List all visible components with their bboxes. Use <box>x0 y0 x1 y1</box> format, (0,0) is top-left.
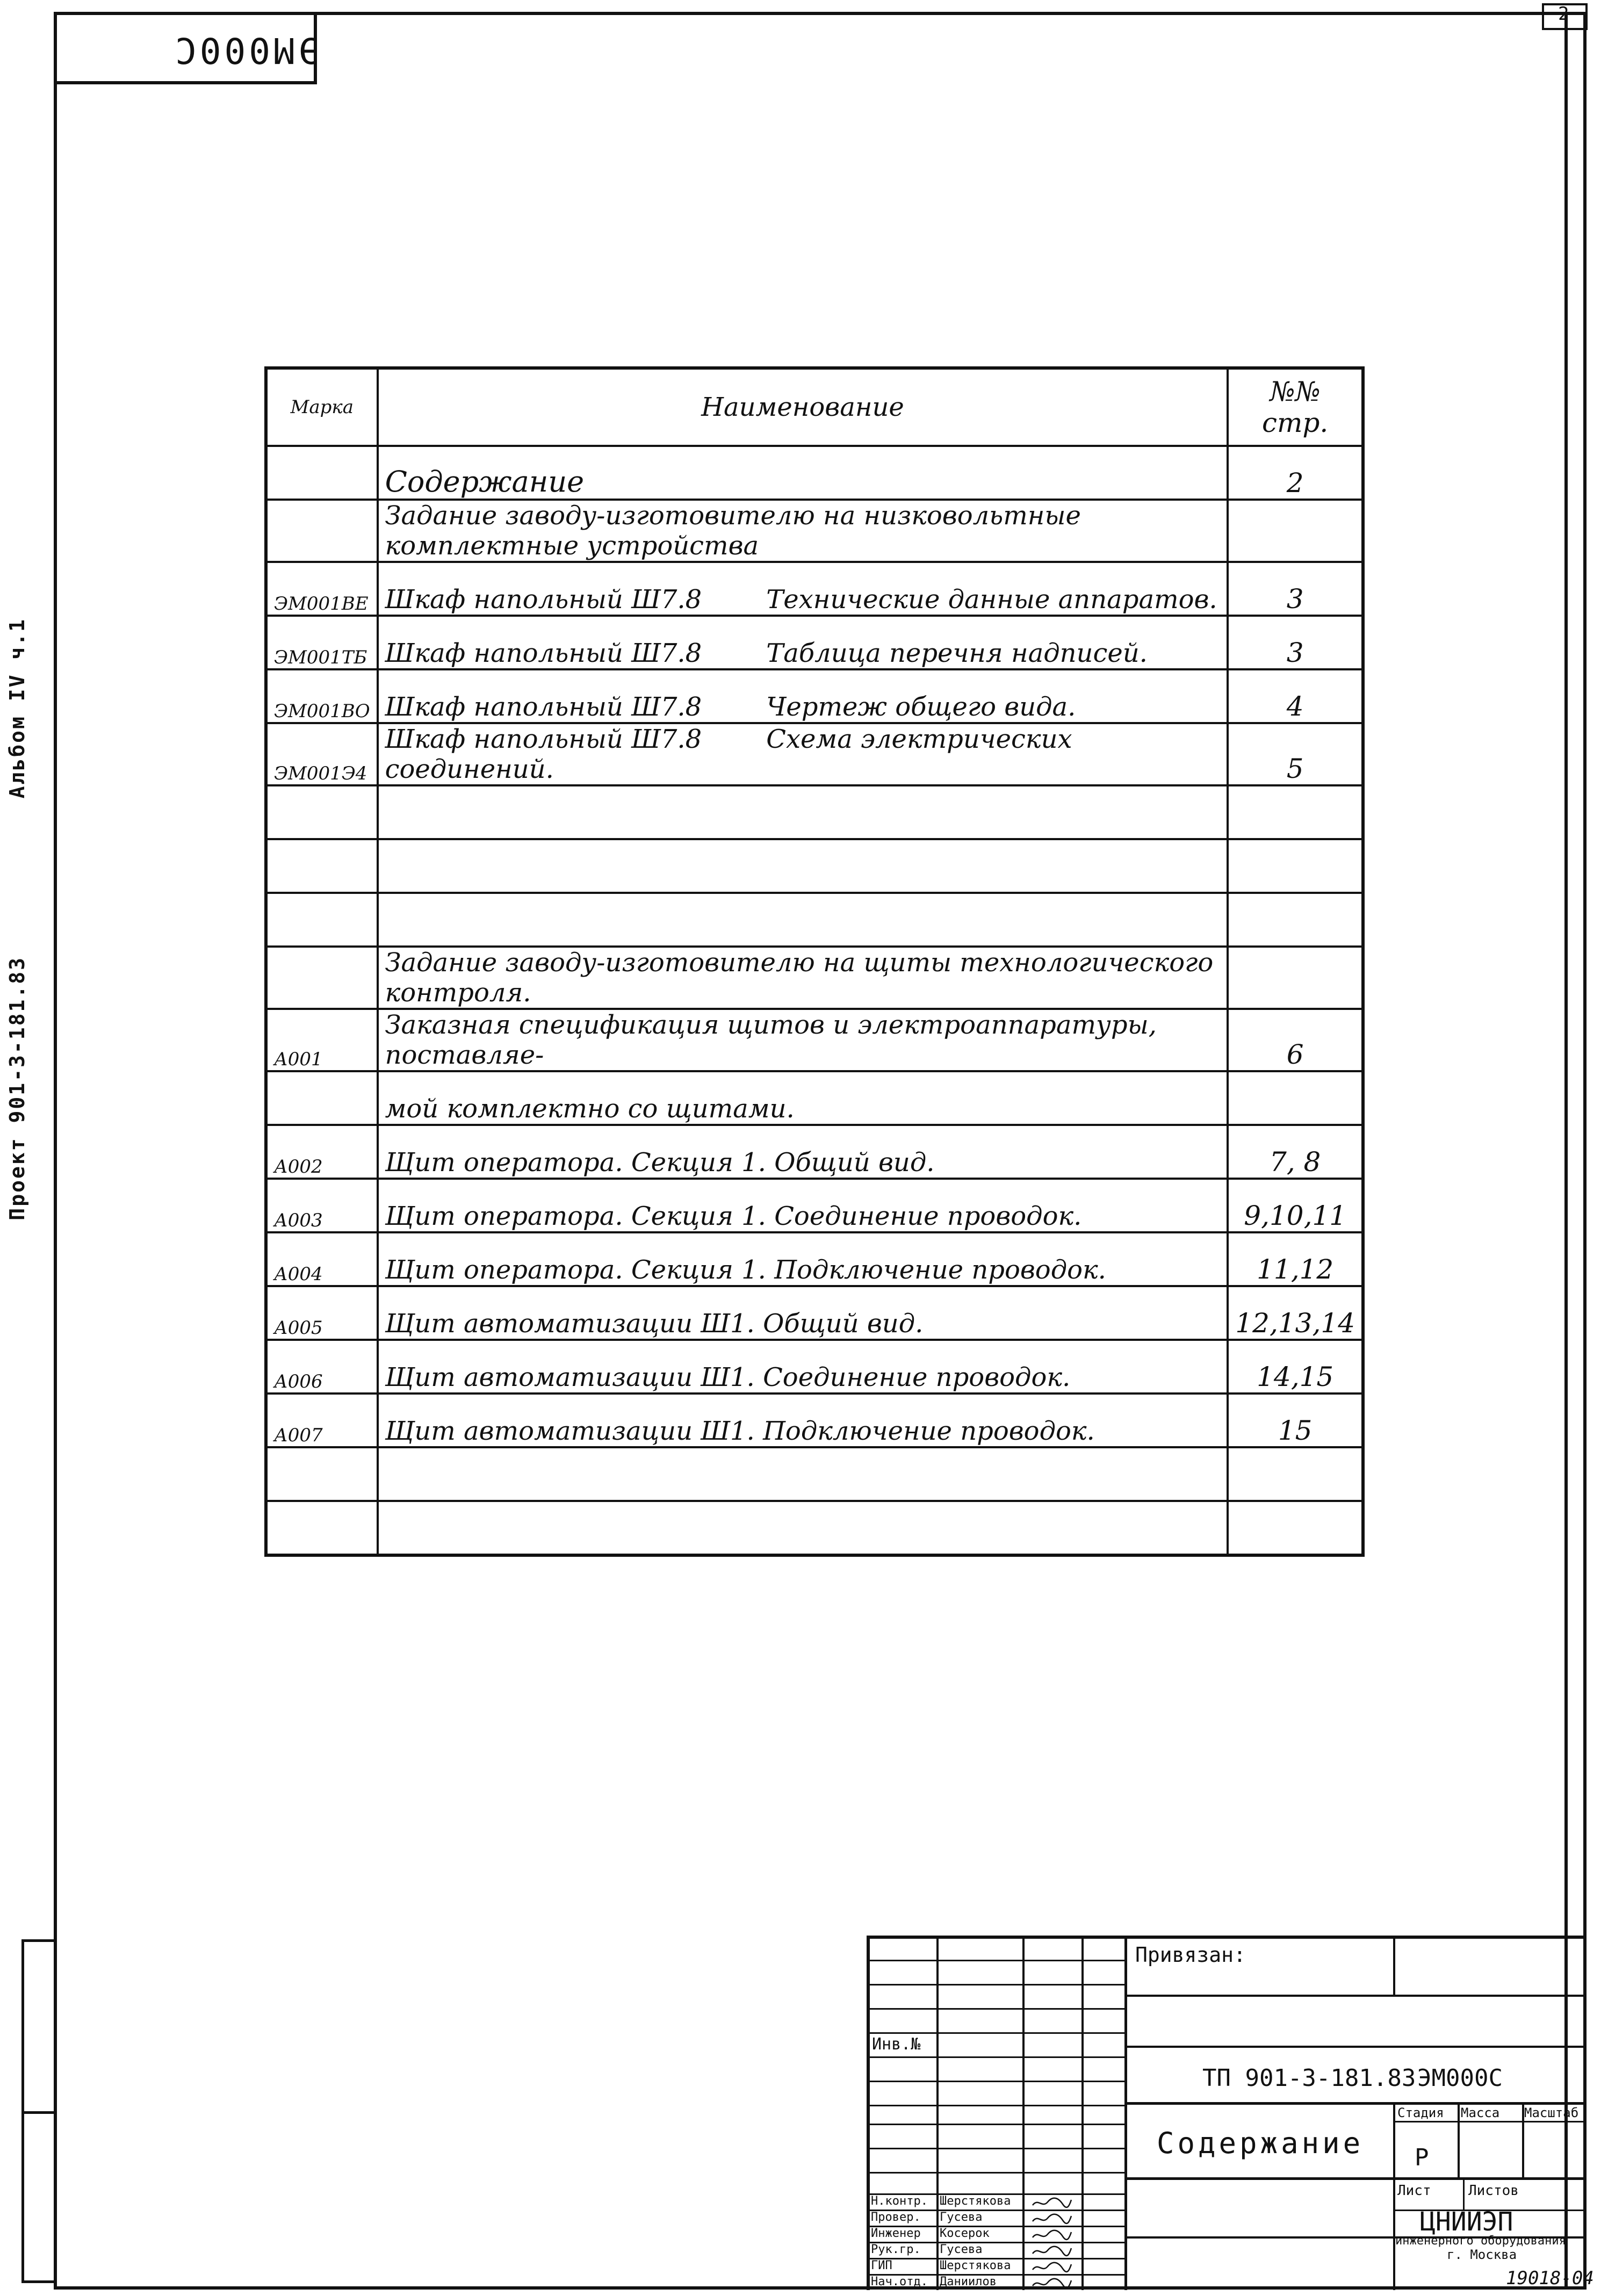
title-block-line <box>867 2148 1124 2149</box>
title-block-line <box>1458 2102 1460 2177</box>
row-name <box>378 1501 1228 1555</box>
row-mark <box>266 839 378 893</box>
tb-org-name: ЦНИИЭП <box>1420 2207 1513 2237</box>
row-name-text: Заказная спецификация щитов и электроаппаратуры, поставляе- <box>385 1010 1157 1070</box>
row-mark: А007 <box>266 1394 378 1447</box>
table-row <box>266 1286 1363 1340</box>
title-block-line <box>1463 2177 1465 2210</box>
title-block-line <box>1393 2121 1587 2122</box>
tb-signer-name: Шерстякова <box>940 2259 1011 2272</box>
tb-stage-header: Стадия <box>1397 2105 1444 2120</box>
title-block-line <box>1022 1936 1025 2290</box>
row-name <box>378 1071 1228 1125</box>
row-name <box>378 1232 1228 1286</box>
row-name-text: Щит автоматизации Ш1. Подключение проводок. <box>385 1416 1095 1446</box>
table-row <box>266 1179 1363 1232</box>
row-mark <box>266 947 378 1009</box>
row-mark: А006 <box>266 1340 378 1394</box>
row-name <box>378 947 1228 1009</box>
row-name-text: Щит оператора. Секция 1. Общий вид. <box>385 1147 935 1178</box>
tb-title: Содержание <box>1157 2126 1364 2160</box>
row-mark: ЭМ001Э4 <box>266 723 378 785</box>
tb-signer-role: Рук.гр. <box>871 2243 921 2256</box>
row-mark <box>266 893 378 947</box>
title-block-line <box>1393 2102 1395 2290</box>
table-row <box>266 723 1363 785</box>
row-page <box>1228 785 1363 839</box>
row-page: 12,13,14 <box>1228 1286 1363 1340</box>
table-header-row <box>266 368 1363 446</box>
top-code: ЭМ000С <box>172 30 320 71</box>
title-block-line <box>1124 2177 1587 2180</box>
title-block-line <box>867 2172 1124 2174</box>
row-mark: А001 <box>266 1009 378 1071</box>
row-mark <box>266 1447 378 1501</box>
row-name-text: мой комплектно со щитами. <box>385 1094 795 1124</box>
row-name <box>378 893 1228 947</box>
row-page <box>1228 1071 1363 1125</box>
row-page <box>1228 1501 1363 1555</box>
row-page: 4 <box>1228 669 1363 723</box>
row-mark: ЭМ001ТБ <box>266 616 378 669</box>
header-page: №№ стр. <box>1228 368 1363 446</box>
tb-privyazan: Привязан: <box>1135 1943 1246 1967</box>
row-page: 2 <box>1228 446 1363 500</box>
tb-signer-name: Косерок <box>940 2227 990 2240</box>
tb-signer-name: Гусева <box>940 2211 983 2224</box>
row-name <box>378 500 1228 562</box>
row-mark <box>266 500 378 562</box>
tb-left-border <box>867 1936 870 2290</box>
tb-signer-role: Провер. <box>871 2211 921 2224</box>
title-block-line <box>867 2105 1124 2106</box>
signature-mark <box>1030 2260 1072 2274</box>
signature-mark <box>1030 2196 1072 2210</box>
tb-signer-name: Даниилов <box>940 2275 997 2288</box>
signature-mark <box>1030 2244 1072 2258</box>
row-name-text: Щит автоматизации Ш1. Общий вид. <box>385 1309 924 1339</box>
title-block-line <box>936 1936 939 2290</box>
row-page: 14,15 <box>1228 1340 1363 1394</box>
row-name <box>378 669 1228 723</box>
signature-mark <box>1030 2228 1072 2242</box>
row-name-text: Содержание <box>385 465 585 499</box>
row-name-text: Задание заводу-изготовителю на низковольтные комплектные устройства <box>385 501 1081 561</box>
tb-signer-name: Шерстякова <box>940 2194 1011 2208</box>
row-name <box>378 723 1228 785</box>
title-block-line <box>867 1984 1124 1985</box>
row-mark <box>266 785 378 839</box>
title-block-line <box>1124 1995 1587 1997</box>
title-block <box>867 1936 1594 2290</box>
tb-signer-role: ГИП <box>871 2259 892 2272</box>
row-name <box>378 1340 1228 1394</box>
tb-signer-role: Нач.отд. <box>871 2275 928 2288</box>
tb-city: г. Москва <box>1447 2247 1517 2262</box>
row-name-text: Шкаф напольный Ш7.8 <box>385 584 702 615</box>
row-name-text: Шкаф напольный Ш7.8 <box>385 724 702 754</box>
title-block-line <box>867 2056 1124 2058</box>
row-name <box>378 446 1228 500</box>
table-row <box>266 1125 1363 1179</box>
row-page <box>1228 1447 1363 1501</box>
row-name-subtitle: Таблица перечня надписей. <box>766 638 1148 668</box>
row-page: 9,10,11 <box>1228 1179 1363 1232</box>
title-block-line <box>867 2081 1124 2082</box>
table-row <box>266 1447 1363 1501</box>
tb-order-number: 19018-04 <box>1506 2268 1594 2289</box>
tb-org-subtitle: инженерного оборудования <box>1395 2234 1566 2248</box>
row-mark: ЭМ001ВЕ <box>266 562 378 616</box>
row-page: 15 <box>1228 1394 1363 1447</box>
header-mark: Марка <box>266 368 378 446</box>
side-album-label: Альбом IV ч.1 <box>5 618 29 799</box>
row-mark: А003 <box>266 1179 378 1232</box>
row-page: 3 <box>1228 616 1363 669</box>
row-page <box>1228 500 1363 562</box>
row-name <box>378 1447 1228 1501</box>
tb-sheets-header: Листов <box>1468 2183 1519 2199</box>
tb-signer-role: Н.контр. <box>871 2194 928 2208</box>
table-row <box>266 1501 1363 1555</box>
tb-signer-role: Инженер <box>871 2227 921 2240</box>
table-row <box>266 562 1363 616</box>
row-page: 5 <box>1228 723 1363 785</box>
tb-signer-name: Гусева <box>940 2243 983 2256</box>
tb-sheet-header: Лист <box>1397 2183 1431 2199</box>
side-strip-divider <box>21 2111 55 2114</box>
row-mark: А002 <box>266 1125 378 1179</box>
title-block-line <box>867 2032 1124 2034</box>
table-row <box>266 785 1363 839</box>
row-page <box>1228 893 1363 947</box>
title-block-line <box>1124 2046 1587 2048</box>
row-page: 6 <box>1228 1009 1363 1071</box>
table-row <box>266 1340 1363 1394</box>
row-name-subtitle: Технические данные аппаратов. <box>766 584 1217 615</box>
table-row <box>266 1232 1363 1286</box>
row-page: 3 <box>1228 562 1363 616</box>
table-row <box>266 839 1363 893</box>
title-block-line <box>867 2124 1124 2125</box>
row-name-text: Шкаф напольный Ш7.8 <box>385 692 702 722</box>
row-name <box>378 839 1228 893</box>
tb-inv-label: Инв.№ <box>872 2035 921 2054</box>
table-row <box>266 669 1363 723</box>
table-row <box>266 500 1363 562</box>
table-row <box>266 947 1363 1009</box>
row-page <box>1228 947 1363 1009</box>
title-block-line <box>867 1960 1124 1961</box>
row-name-text: Щит автоматизации Ш1. Соединение проводок. <box>385 1362 1071 1392</box>
row-name-text: Щит оператора. Секция 1. Соединение проводок. <box>385 1201 1082 1231</box>
table-row <box>266 1071 1363 1125</box>
row-name <box>378 1009 1228 1071</box>
row-mark <box>266 446 378 500</box>
row-mark: А005 <box>266 1286 378 1340</box>
title-block-line <box>1393 1936 1395 1995</box>
row-name <box>378 562 1228 616</box>
row-name-text: Задание заводу-изготовителю на щиты технологического контроля. <box>385 948 1214 1008</box>
tb-scale-header: Масштаб <box>1524 2105 1579 2120</box>
side-project-label: Проект 901-3-181.83 <box>5 956 29 1221</box>
title-block-line <box>1081 1936 1084 2290</box>
row-mark <box>266 1071 378 1125</box>
row-name <box>378 785 1228 839</box>
row-mark: А004 <box>266 1232 378 1286</box>
row-name-subtitle: Схема электрических соединений. <box>385 724 1072 784</box>
table-row <box>266 1009 1363 1071</box>
contents-table <box>264 366 1365 1557</box>
table-row <box>266 1394 1363 1447</box>
title-block-line <box>867 2008 1124 2010</box>
signature-mark <box>1030 2212 1072 2226</box>
signature-mark <box>1030 2276 1072 2290</box>
title-block-line <box>1124 2102 1587 2105</box>
row-name <box>378 1394 1228 1447</box>
row-name <box>378 1125 1228 1179</box>
header-name: Наименование <box>378 368 1228 446</box>
table-row <box>266 446 1363 500</box>
tb-mass-header: Масса <box>1461 2105 1500 2120</box>
tb-top-border <box>867 1936 1587 1939</box>
row-page: 7, 8 <box>1228 1125 1363 1179</box>
table-row <box>266 616 1363 669</box>
row-page: 11,12 <box>1228 1232 1363 1286</box>
row-name-text: Щит оператора. Секция 1. Подключение проводок. <box>385 1255 1106 1285</box>
row-name <box>378 1286 1228 1340</box>
tb-mark-code: ЭМ000С <box>1417 2064 1503 2092</box>
row-name-text: Шкаф напольный Ш7.8 <box>385 638 702 668</box>
tb-doc-code: ТП 901-3-181.83 <box>1202 2064 1416 2092</box>
row-mark: ЭМ001ВО <box>266 669 378 723</box>
sheet-number: 2 <box>1558 3 1569 25</box>
row-name <box>378 616 1228 669</box>
table-row <box>266 893 1363 947</box>
tb-stage-value: Р <box>1415 2144 1429 2171</box>
row-name-subtitle: Чертеж общего вида. <box>766 692 1076 722</box>
row-mark <box>266 1501 378 1555</box>
row-page <box>1228 839 1363 893</box>
row-name <box>378 1179 1228 1232</box>
